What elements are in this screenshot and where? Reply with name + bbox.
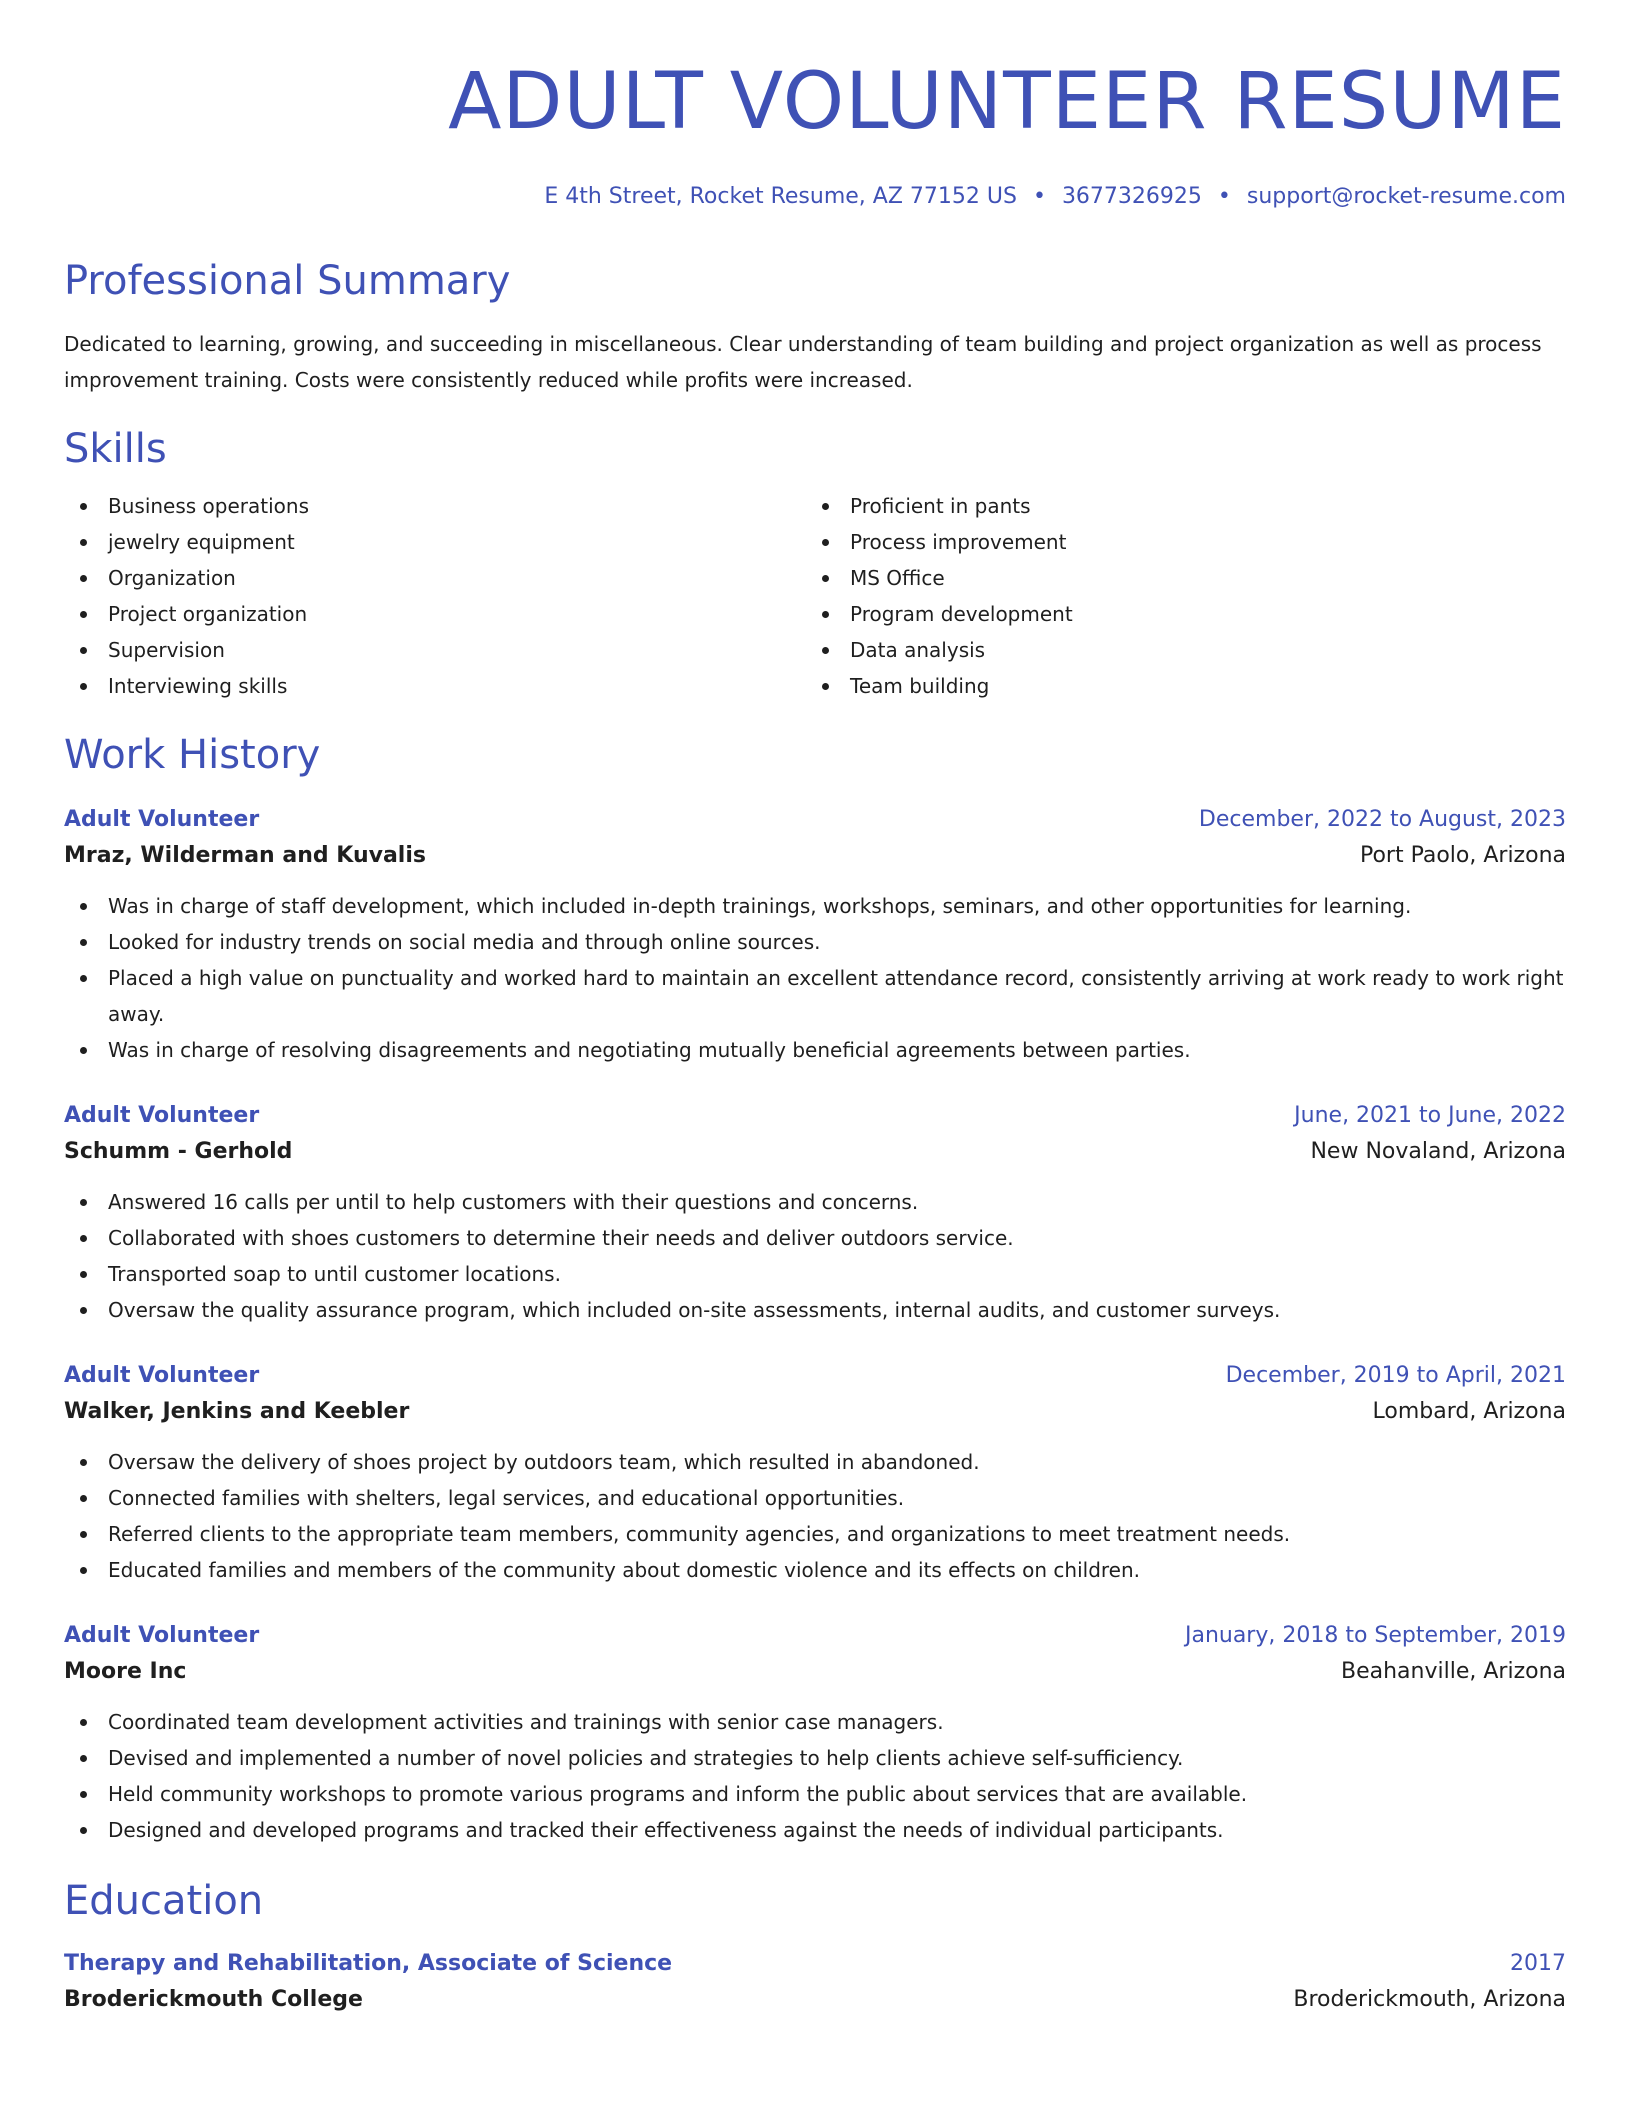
- education-header-row: [64, 1946, 1566, 1982]
- education-heading: Education: [64, 1878, 264, 1924]
- contact-email: support@rocket-resume.com: [1246, 184, 1566, 209]
- job-location: New Novaland, Arizona: [1310, 1139, 1566, 1164]
- job-entry: [64, 1618, 1566, 1848]
- summary-heading: Professional Summary: [64, 258, 511, 304]
- job-bullets: [64, 1184, 1566, 1328]
- job-title: Adult Volunteer: [64, 1103, 260, 1128]
- education-school-row: [64, 1982, 1566, 2018]
- contact-phone: 3677326925: [1061, 184, 1202, 209]
- summary-text: Dedicated to learning, growing, and succeeding in miscellaneous. Clear understanding of team building and project organization as well as process improvement training. Costs were consistently reduced while profits were increased.: [64, 332, 1542, 392]
- job-dates: December, 2022 to August, 2023: [1198, 807, 1566, 832]
- job-bullet: Was in charge of resolving disagreements and negotiating mutually beneficial agreements between parties.: [64, 1032, 1566, 1068]
- job-location: Beahanville, Arizona: [1341, 1659, 1566, 1684]
- job-bullet: Coordinated team development activities and trainings with senior case managers.: [64, 1704, 1566, 1740]
- job-bullet: Transported soap to until customer locations.: [64, 1256, 1566, 1292]
- job-bullet: Oversaw the quality assurance program, which included on-site assessments, internal audits, and customer surveys.: [64, 1292, 1566, 1328]
- education-degree: Therapy and Rehabilitation, Associate of Science: [64, 1951, 673, 1976]
- job-entry: [64, 1358, 1566, 1588]
- skills-column-right: [806, 488, 1548, 704]
- skill-item: Supervision: [64, 632, 806, 668]
- resume-name: ADULT VOLUNTEER RESUME: [448, 57, 1566, 147]
- job-bullet: Designed and developed programs and tracked their effectiveness against the needs of individual participants.: [64, 1812, 1566, 1848]
- job-header-row: [64, 1618, 1566, 1654]
- work-history-heading: Work History: [64, 732, 321, 778]
- job-title: Adult Volunteer: [64, 1623, 260, 1648]
- job-bullet: Answered 16 calls per until to help customers with their questions and concerns.: [64, 1184, 1566, 1220]
- skills-column-left: [64, 488, 806, 704]
- skill-item: Proficient in pants: [806, 488, 1548, 524]
- education-year: 2017: [1510, 1951, 1566, 1976]
- contact-address: E 4th Street, Rocket Resume, AZ 77152 US: [544, 184, 1017, 209]
- job-company: Walker, Jenkins and Keebler: [64, 1399, 410, 1424]
- job-bullet: Connected families with shelters, legal services, and educational opportunities.: [64, 1480, 1566, 1516]
- education-location: Broderickmouth, Arizona: [1293, 1987, 1566, 2012]
- job-dates: June, 2021 to June, 2022: [1294, 1103, 1566, 1128]
- job-company: Schumm - Gerhold: [64, 1139, 293, 1164]
- skill-item: Program development: [806, 596, 1548, 632]
- job-bullets: [64, 888, 1566, 1068]
- skill-item: Team building: [806, 668, 1548, 704]
- skill-item: Process improvement: [806, 524, 1548, 560]
- job-company-row: [64, 1134, 1566, 1170]
- job-company-row: [64, 838, 1566, 874]
- job-bullet: Educated families and members of the community about domestic violence and its effects on children.: [64, 1552, 1566, 1588]
- job-dates: December, 2019 to April, 2021: [1225, 1363, 1566, 1388]
- job-bullet: Was in charge of staff development, which included in-depth trainings, workshops, seminars, and other opportunities for learning.: [64, 888, 1566, 924]
- job-company-row: [64, 1394, 1566, 1430]
- skill-item: Data analysis: [806, 632, 1548, 668]
- education-school: Broderickmouth College: [64, 1987, 363, 2012]
- contact-line: [64, 182, 1566, 212]
- job-company-row: [64, 1654, 1566, 1690]
- job-dates: January, 2018 to September, 2019: [1184, 1623, 1566, 1648]
- skill-item: Interviewing skills: [64, 668, 806, 704]
- job-bullet: Oversaw the delivery of shoes project by outdoors team, which resulted in abandoned.: [64, 1444, 1566, 1480]
- skill-item: jewelry equipment: [64, 524, 806, 560]
- skill-item: Project organization: [64, 596, 806, 632]
- job-bullets: [64, 1444, 1566, 1588]
- skill-item: MS Office: [806, 560, 1548, 596]
- job-bullet: Looked for industry trends on social media and through online sources.: [64, 924, 1566, 960]
- job-title: Adult Volunteer: [64, 1363, 260, 1388]
- skill-item: Organization: [64, 560, 806, 596]
- education-entry: [64, 1946, 1566, 2018]
- contact-separator: •: [1217, 184, 1231, 209]
- resume-page: [64, 0, 1566, 2018]
- skills-heading: Skills: [64, 426, 167, 472]
- skill-item: Business operations: [64, 488, 806, 524]
- job-header-row: [64, 1358, 1566, 1394]
- job-title: Adult Volunteer: [64, 807, 260, 832]
- job-bullets: [64, 1704, 1566, 1848]
- job-entry: [64, 1098, 1566, 1328]
- job-bullet: Placed a high value on punctuality and worked hard to maintain an excellent attendance record, consistently arriving at work ready to work right away.: [64, 960, 1566, 1032]
- job-header-row: [64, 802, 1566, 838]
- job-bullet: Devised and implemented a number of novel policies and strategies to help clients achieve self-sufficiency.: [64, 1740, 1566, 1776]
- job-company: Mraz, Wilderman and Kuvalis: [64, 843, 426, 868]
- job-header-row: [64, 1098, 1566, 1134]
- job-location: Lombard, Arizona: [1372, 1399, 1566, 1424]
- resume-header: [64, 0, 1566, 212]
- job-location: Port Paolo, Arizona: [1359, 843, 1566, 868]
- job-bullet: Held community workshops to promote various programs and inform the public about services that are available.: [64, 1776, 1566, 1812]
- contact-separator: •: [1032, 184, 1046, 209]
- skills-list: [64, 488, 1566, 704]
- job-company: Moore Inc: [64, 1659, 187, 1684]
- job-bullet: Referred clients to the appropriate team members, community agencies, and organizations to meet treatment needs.: [64, 1516, 1566, 1552]
- job-bullet: Collaborated with shoes customers to determine their needs and deliver outdoors service.: [64, 1220, 1566, 1256]
- job-entry: [64, 802, 1566, 1068]
